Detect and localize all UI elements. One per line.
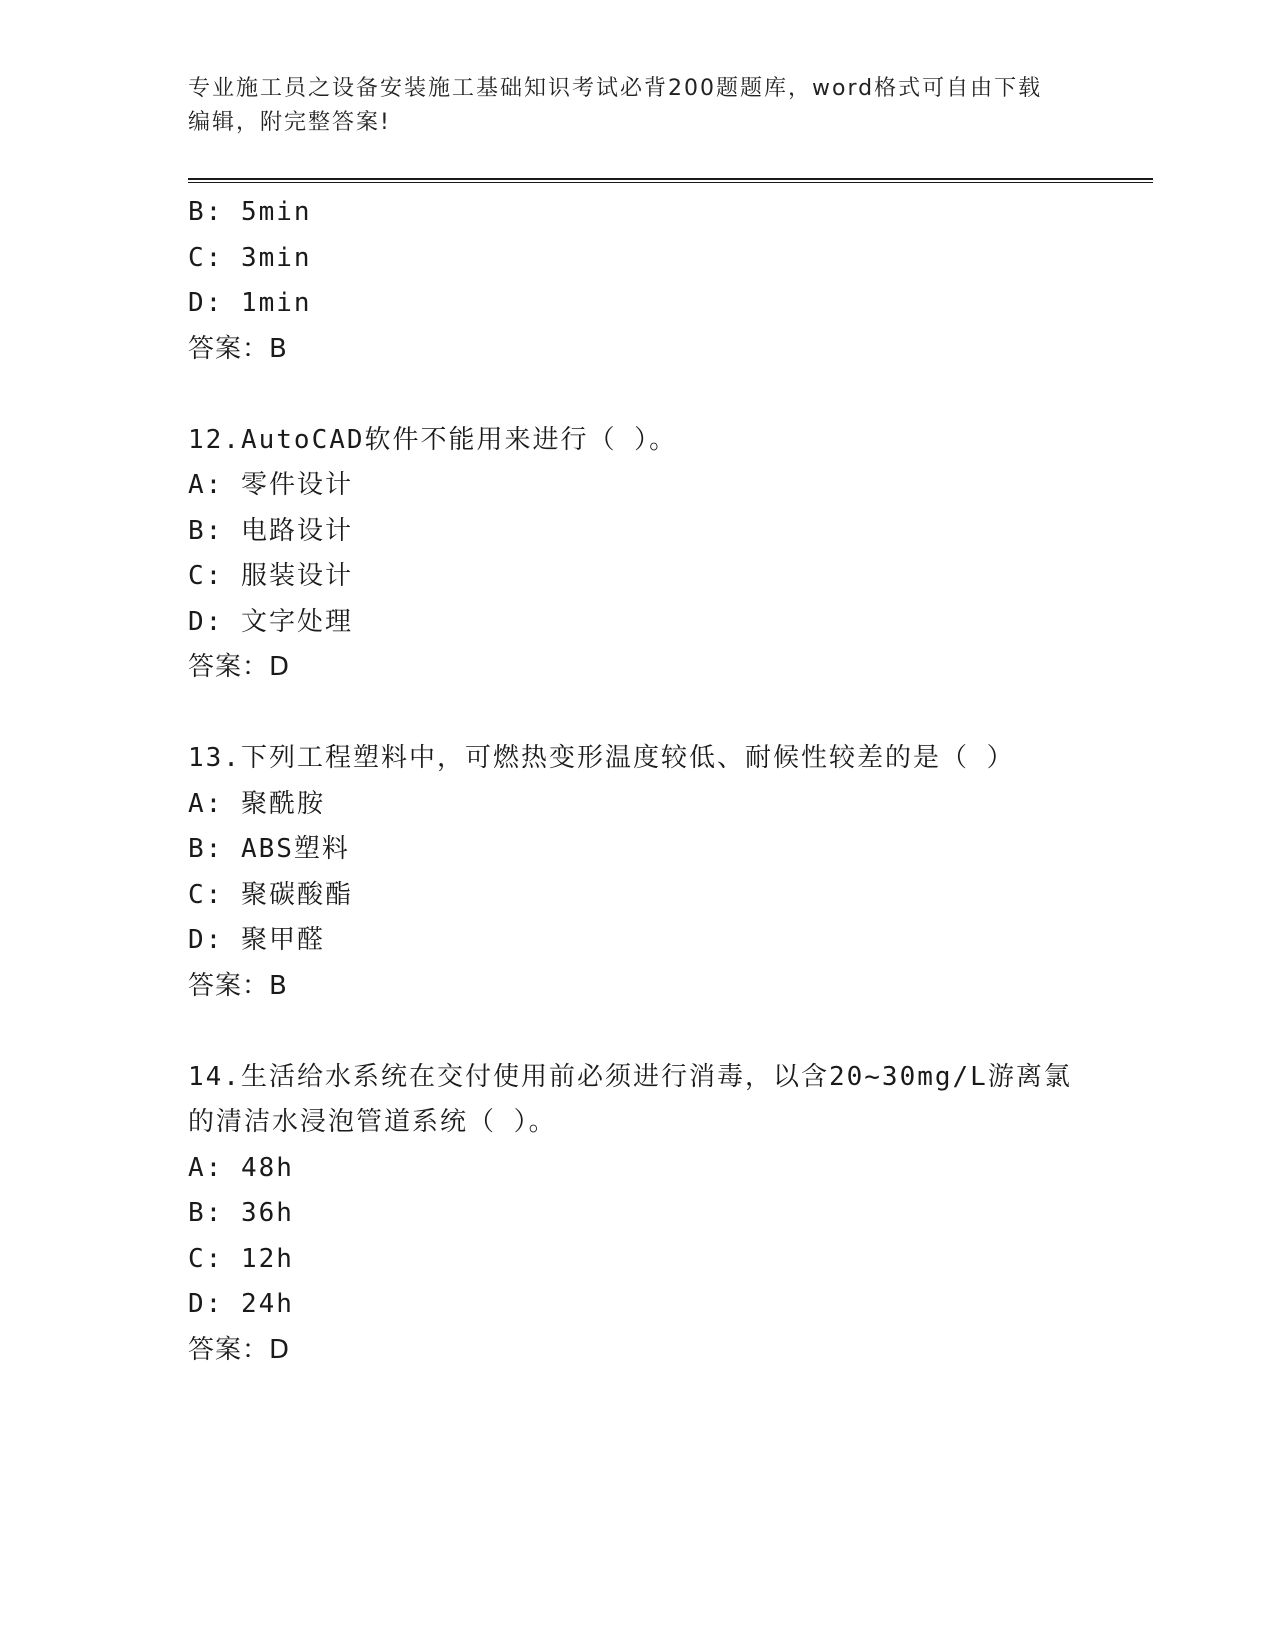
question-14-block xyxy=(188,1055,1088,1374)
question-12-option-c: C: 服装设计 xyxy=(188,561,353,591)
spacer xyxy=(188,372,1088,418)
question-13-option-d: D: 聚甲醛 xyxy=(188,925,325,955)
question-13-answer: 答案：B xyxy=(188,970,288,1001)
question-13-option-b: B: ABS塑料 xyxy=(188,834,350,864)
question-11-block xyxy=(188,190,1088,372)
question-11-option-d: D: 1min xyxy=(188,288,312,318)
question-11-option-b: B: 5min xyxy=(188,197,312,227)
question-12-block xyxy=(188,418,1088,691)
header-line-2: 编辑，附完整答案! xyxy=(188,110,391,135)
document-header xyxy=(188,72,1088,140)
spacer xyxy=(188,691,1088,737)
header-divider-top xyxy=(188,178,1153,180)
question-14-text-line-1: 14.生活给水系统在交付使用前必须进行消毒，以含20~30mg/L游离氯 xyxy=(188,1061,1072,1092)
question-13-option-a: A: 聚酰胺 xyxy=(188,788,325,819)
question-14-option-b: B: 36h xyxy=(188,1198,294,1228)
question-14-option-d: D: 24h xyxy=(188,1289,294,1319)
question-13-option-c: C: 聚碳酸酯 xyxy=(188,879,353,910)
question-14-option-c: C: 12h xyxy=(188,1243,294,1274)
spacer xyxy=(188,1009,1088,1055)
question-14-option-a: A: 48h xyxy=(188,1152,294,1183)
question-12-option-b: B: 电路设计 xyxy=(188,515,353,546)
question-list xyxy=(188,190,1088,1373)
header-divider-bottom xyxy=(188,182,1153,183)
question-14-text-line-2: 的清洁水浸泡管道系统（ ）。 xyxy=(188,1107,557,1137)
question-12-option-d: D: 文字处理 xyxy=(188,606,353,637)
question-12-option-a: A: 零件设计 xyxy=(188,470,353,500)
question-12-text: 12.AutoCAD软件不能用来进行（ ）。 xyxy=(188,424,678,455)
question-13-block xyxy=(188,736,1088,1009)
header-line-1: 专业施工员之设备安装施工基础知识考试必背200题题库，word格式可自由下载 xyxy=(188,76,1043,101)
question-11-option-c: C: 3min xyxy=(188,242,312,273)
question-13-text: 13.下列工程塑料中，可燃热变形温度较低、耐候性较差的是（ ） xyxy=(188,743,1015,773)
question-14-answer: 答案：D xyxy=(188,1334,291,1365)
question-12-answer: 答案：D xyxy=(188,652,291,682)
question-11-answer: 答案：B xyxy=(188,333,288,364)
